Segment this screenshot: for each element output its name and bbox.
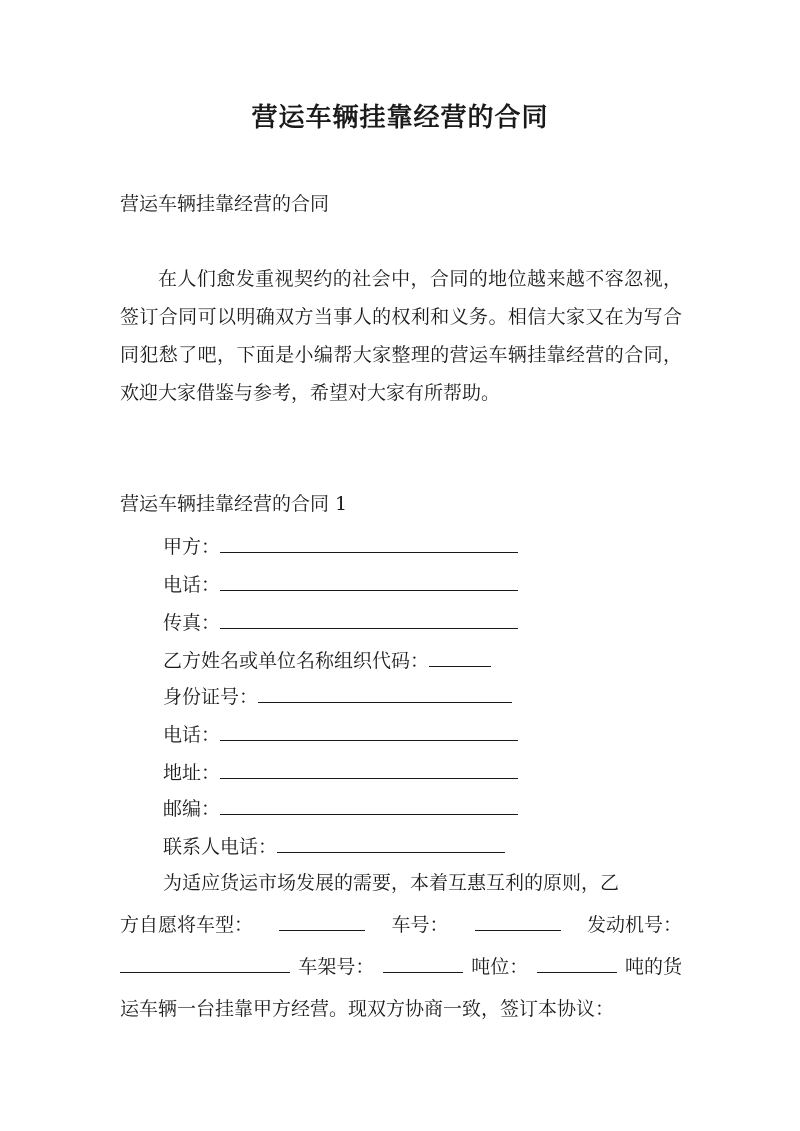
party-b-name-blank[interactable] xyxy=(429,646,491,667)
purpose-line-2 xyxy=(120,904,682,946)
purpose-paragraph xyxy=(120,862,682,1030)
vehicle-type-blank[interactable] xyxy=(279,908,365,931)
document-title: 营运车辆挂靠经营的合同 xyxy=(251,103,549,133)
address-field xyxy=(163,758,518,787)
id-number-blank[interactable] xyxy=(258,682,512,703)
party-a-label: 甲方： xyxy=(163,536,221,558)
address-blank[interactable] xyxy=(220,758,518,779)
frame-number-label: 车架号： xyxy=(298,956,375,978)
contact-phone-label: 联系人电话： xyxy=(163,836,278,858)
party-a-blank[interactable] xyxy=(220,532,518,553)
intro-paragraph: 在人们愈发重视契约的社会中，合同的地位越来越不容忽视，签订合同可以明确双方当事人的权利和义务。相信大家又在为写合同犯愁了吧，下面是小编帮大家整理的营运车辆挂靠经营的合同，欢迎大家借鉴与参考，希望对大家有所帮助。 xyxy=(120,268,682,404)
frame-number-blank[interactable] xyxy=(383,950,463,973)
tonnage-blank[interactable] xyxy=(537,950,617,973)
fax-field xyxy=(163,608,518,637)
phone-a-label: 电话： xyxy=(163,574,221,596)
cargo-suffix: 吨的货 xyxy=(624,956,682,978)
purpose-line-4: 运车辆一台挂靠甲方经营。现双方协商一致，签订本协议： xyxy=(120,998,615,1020)
phone-b-field xyxy=(163,720,518,749)
section-heading: 营运车辆挂靠经营的合同 1 xyxy=(120,493,348,515)
id-number-field xyxy=(163,682,512,711)
plate-number-label: 车号： xyxy=(391,914,449,936)
party-b-name-label: 乙方姓名或单位名称组织代码： xyxy=(163,650,430,672)
postcode-blank[interactable] xyxy=(220,794,518,815)
phone-b-label: 电话： xyxy=(163,724,221,746)
party-b-name-field xyxy=(163,646,491,675)
engine-number-label: 发动机号： xyxy=(586,914,682,936)
party-a-field xyxy=(163,532,518,561)
postcode-field xyxy=(163,794,518,823)
phone-a-field xyxy=(163,570,518,599)
address-label: 地址： xyxy=(163,762,221,784)
phone-b-blank[interactable] xyxy=(220,720,518,741)
id-number-label: 身份证号： xyxy=(163,686,259,708)
tonnage-label: 吨位： xyxy=(471,956,529,978)
phone-a-blank[interactable] xyxy=(220,570,518,591)
contact-phone-blank[interactable] xyxy=(277,832,505,853)
document-subtitle: 营运车辆挂靠经营的合同 xyxy=(120,193,330,215)
plate-number-blank[interactable] xyxy=(475,908,561,931)
fax-blank[interactable] xyxy=(220,608,518,629)
contact-phone-field xyxy=(163,832,505,861)
postcode-label: 邮编： xyxy=(163,798,221,820)
purpose-line-1: 为适应货运市场发展的需要，本着互惠互利的原则，乙 xyxy=(163,872,620,894)
purpose-line-3 xyxy=(120,946,682,988)
vehicle-type-label: 方自愿将车型： xyxy=(120,914,254,936)
fax-label: 传真： xyxy=(163,612,221,634)
engine-number-blank[interactable] xyxy=(120,950,290,973)
